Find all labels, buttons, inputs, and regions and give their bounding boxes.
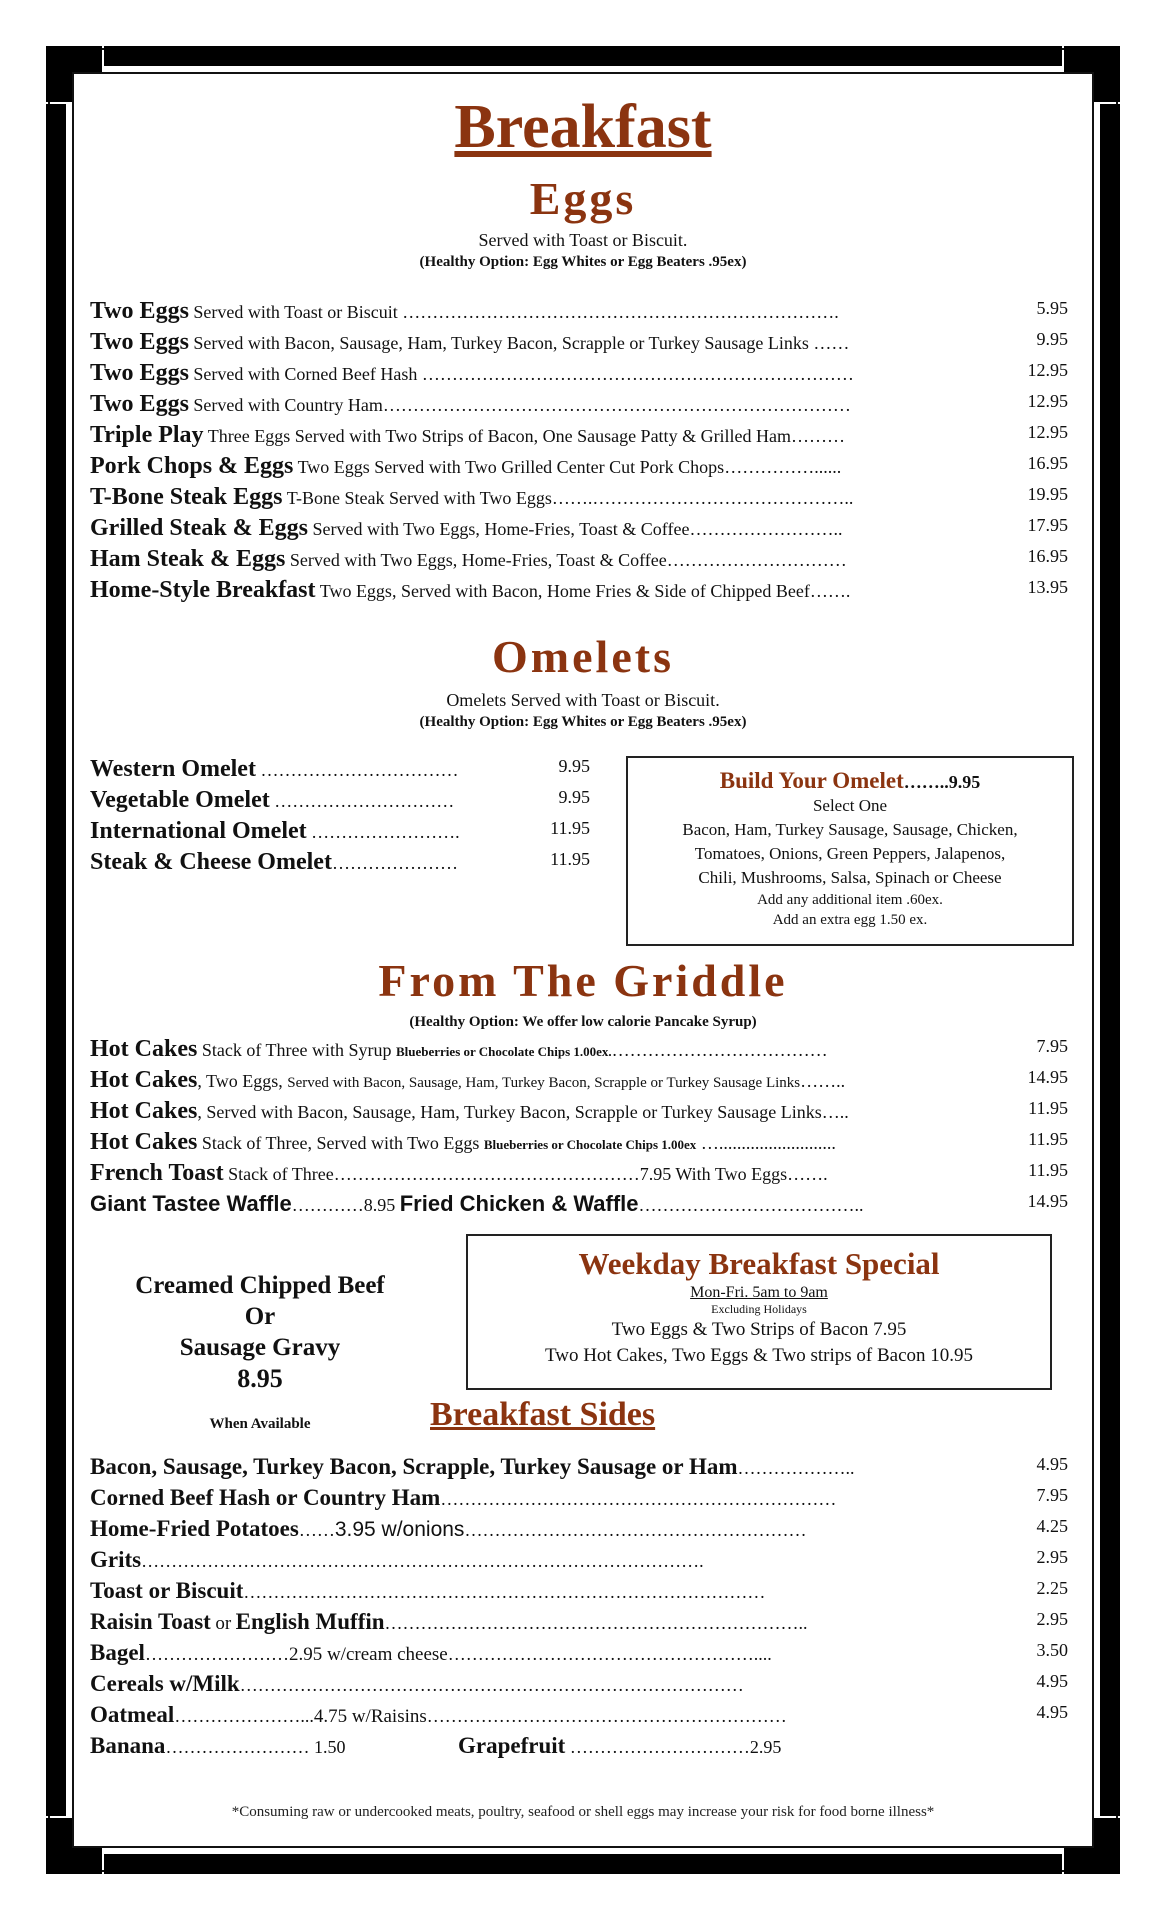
menu-item-price: 16.95: [1027, 546, 1068, 566]
side-item-price: 2.25: [1036, 1578, 1068, 1598]
menu-item-price: 9.95: [558, 787, 590, 807]
side-item: Home-Fried Potatoes……3.95 w/onions…………………………………………………: [90, 1516, 807, 1541]
weekday-special-title: Weekday Breakfast Special: [578, 1246, 940, 1281]
side-item: Cereals w/Milk…………………………………………………………………………: [90, 1671, 744, 1696]
creamed-price: 8.95: [237, 1364, 283, 1393]
menu-item-price: 12.95: [1027, 422, 1068, 442]
side-item: Grits………………………………………………………………………………….: [90, 1547, 704, 1572]
menu-item: Vegetable Omelet …………………………: [90, 787, 455, 813]
weekday-special-excluding: Excluding Holidays: [711, 1302, 807, 1316]
side-item-price: 3.50: [1036, 1640, 1068, 1660]
frame-bar-bottom: [104, 1854, 1062, 1874]
weekday-special-box: [466, 1234, 1052, 1390]
menu-item: Hot Cakes Stack of Three with Syrup Blueberries or Chocolate Chips 1.00ex.………………………………: [90, 1036, 828, 1062]
griddle-heading: From The Griddle: [378, 955, 788, 1006]
menu-item: Hot Cakes, Served with Bacon, Sausage, Ham, Turkey Bacon, Scrapple or Turkey Sausage Links…..: [90, 1098, 849, 1124]
menu-item: Western Omelet ……………………………: [90, 756, 459, 782]
griddle-healthy-note: (Healthy Option: We offer low calorie Pancake Syrup): [409, 1014, 757, 1030]
eggs-healthy-note: (Healthy Option: Egg Whites or Egg Beaters .95ex): [419, 254, 747, 270]
side-item: Bacon, Sausage, Turkey Bacon, Scrapple, Turkey Sausage or Ham………………..: [90, 1454, 855, 1479]
side-item-price: 4.95: [1036, 1454, 1068, 1474]
menu-item-price: 12.95: [1027, 391, 1068, 411]
menu-item-price: 19.95: [1027, 484, 1068, 504]
menu-item-price: 14.95: [1027, 1191, 1068, 1211]
menu-item: French Toast Stack of Three……………………………………………7.95 With Two Eggs…….: [90, 1160, 828, 1186]
build-omelet-box: [626, 756, 1074, 946]
side-item-price: 4.25: [1036, 1516, 1068, 1536]
menu-item: T-Bone Steak Eggs T-Bone Steak Served with Two Eggs…….……………………………………..: [90, 484, 854, 510]
side-item: Corned Beef Hash or Country Ham…………………………………………………………: [90, 1485, 837, 1510]
menu-item-price: 16.95: [1027, 453, 1068, 473]
health-disclaimer: *Consuming raw or undercooked meats, poultry, seafood or shell eggs may increase your risk for food borne illness*: [231, 1804, 935, 1820]
menu-item: International Omelet …………………….: [90, 818, 460, 844]
creamed-chipped-beef: Creamed Chipped Beef Or Sausage Gravy 8.95: [110, 1270, 410, 1394]
build-omelet-add-egg: Add an extra egg 1.50 ex.: [772, 912, 928, 928]
weekday-special-hours: Mon-Fri. 5am to 9am: [690, 1284, 828, 1301]
menu-item-price: 12.95: [1027, 360, 1068, 380]
menu-item: Hot Cakes Stack of Three, Served with Two Eggs Blueberries or Chocolate Chips 1.00ex …..........................: [90, 1129, 836, 1155]
build-omelet-price: ……..9.95: [903, 772, 981, 792]
menu-item: Two Eggs Served with Toast or Biscuit ……………………………………………………………….: [90, 298, 839, 324]
menu-item-price: 11.95: [550, 849, 590, 869]
omelets-healthy-note: (Healthy Option: Egg Whites or Egg Beaters .95ex): [419, 714, 747, 730]
menu-item: Home-Style Breakfast Two Eggs, Served with Bacon, Home Fries & Side of Chipped Beef…….: [90, 577, 851, 603]
menu-item: Giant Tastee Waffle…………8.95 Fried Chicken & Waffle………………………………..: [90, 1191, 864, 1216]
weekday-special-line: Two Eggs & Two Strips of Bacon 7.95: [611, 1319, 907, 1340]
build-omelet-options: Bacon, Ham, Turkey Sausage, Sausage, Chicken,: [682, 820, 1018, 839]
side-item: Oatmeal…………………...4.75 w/Raisins……………………………………………………: [90, 1702, 787, 1727]
eggs-heading: Eggs: [529, 173, 637, 224]
menu-item: Two Eggs Served with Bacon, Sausage, Ham, Turkey Bacon, Scrapple or Turkey Sausage Links ……: [90, 329, 850, 355]
menu-item-price: 11.95: [1028, 1098, 1068, 1118]
menu-item-price: 11.95: [1028, 1129, 1068, 1149]
menu-item-price: 9.95: [558, 756, 590, 776]
side-item-price: 2.95: [1036, 1609, 1068, 1629]
side-item-price: 4.95: [1036, 1702, 1068, 1722]
side-item-grapefruit: Grapefruit …………………………2.95: [458, 1733, 782, 1758]
menu-item-price: 14.95: [1027, 1067, 1068, 1087]
menu-item-price: 5.95: [1036, 298, 1068, 318]
side-item: Toast or Biscuit……………………………………………………………………………: [90, 1578, 766, 1603]
build-omelet-options: Chili, Mushrooms, Salsa, Spinach or Cheese: [698, 868, 1002, 887]
omelets-note: Omelets Served with Toast or Biscuit.: [446, 690, 720, 710]
menu-item: Pork Chops & Eggs Two Eggs Served with Two Grilled Center Cut Pork Chops……………......: [90, 453, 842, 479]
build-omelet-title: Build Your Omelet: [719, 768, 904, 793]
sides-heading: Breakfast Sides: [430, 1396, 656, 1433]
menu-item: Two Eggs Served with Country Ham……………………………………………………………………: [90, 391, 851, 417]
menu-item: Hot Cakes, Two Eggs, Served with Bacon, Sausage, Ham, Turkey Bacon, Scrapple or Turkey Sausage Links……..: [90, 1067, 846, 1093]
eggs-note: Served with Toast or Biscuit.: [478, 230, 688, 250]
side-item: Bagel……………………2.95 w/cream cheese……………………………………………....: [90, 1640, 772, 1665]
menu-item-price: 9.95: [1036, 329, 1068, 349]
side-item-price: 4.95: [1036, 1671, 1068, 1691]
side-item-banana: Banana…………………… 1.50: [90, 1733, 346, 1758]
side-item-price: 7.95: [1036, 1485, 1068, 1505]
menu-item: Two Eggs Served with Corned Beef Hash ………………………………………………………………: [90, 360, 854, 386]
build-omelet-select: Select One: [812, 796, 888, 815]
menu-item: Steak & Cheese Omelet…………………: [90, 849, 458, 875]
menu-item-price: 17.95: [1027, 515, 1068, 535]
menu-item-price: 13.95: [1027, 577, 1068, 597]
menu-item: Triple Play Three Eggs Served with Two Strips of Bacon, One Sausage Patty & Grilled Ham………: [90, 422, 846, 448]
frame-bar-top: [104, 46, 1062, 66]
page-title: Breakfast: [454, 93, 712, 161]
side-item: Raisin Toast or English Muffin……………………………………………………………..: [90, 1609, 808, 1634]
side-item-price: 2.95: [1036, 1547, 1068, 1567]
weekday-special-line: Two Hot Cakes, Two Eggs & Two strips of Bacon 10.95: [544, 1345, 974, 1366]
build-omelet-options: Tomatoes, Onions, Green Peppers, Jalapenos,: [694, 844, 1006, 863]
menu-item-price: 11.95: [550, 818, 590, 838]
omelets-heading: Omelets: [492, 631, 674, 682]
menu-item: Grilled Steak & Eggs Served with Two Eggs, Home-Fries, Toast & Coffee……………………..: [90, 515, 843, 541]
menu-item: Ham Steak & Eggs Served with Two Eggs, Home-Fries, Toast & Coffee…………………………: [90, 546, 847, 572]
when-available: When Available: [209, 1416, 311, 1432]
menu-item-price: 7.95: [1036, 1036, 1068, 1056]
menu-item-price: 11.95: [1028, 1160, 1068, 1180]
build-omelet-add-item: Add any additional item .60ex.: [757, 892, 943, 908]
